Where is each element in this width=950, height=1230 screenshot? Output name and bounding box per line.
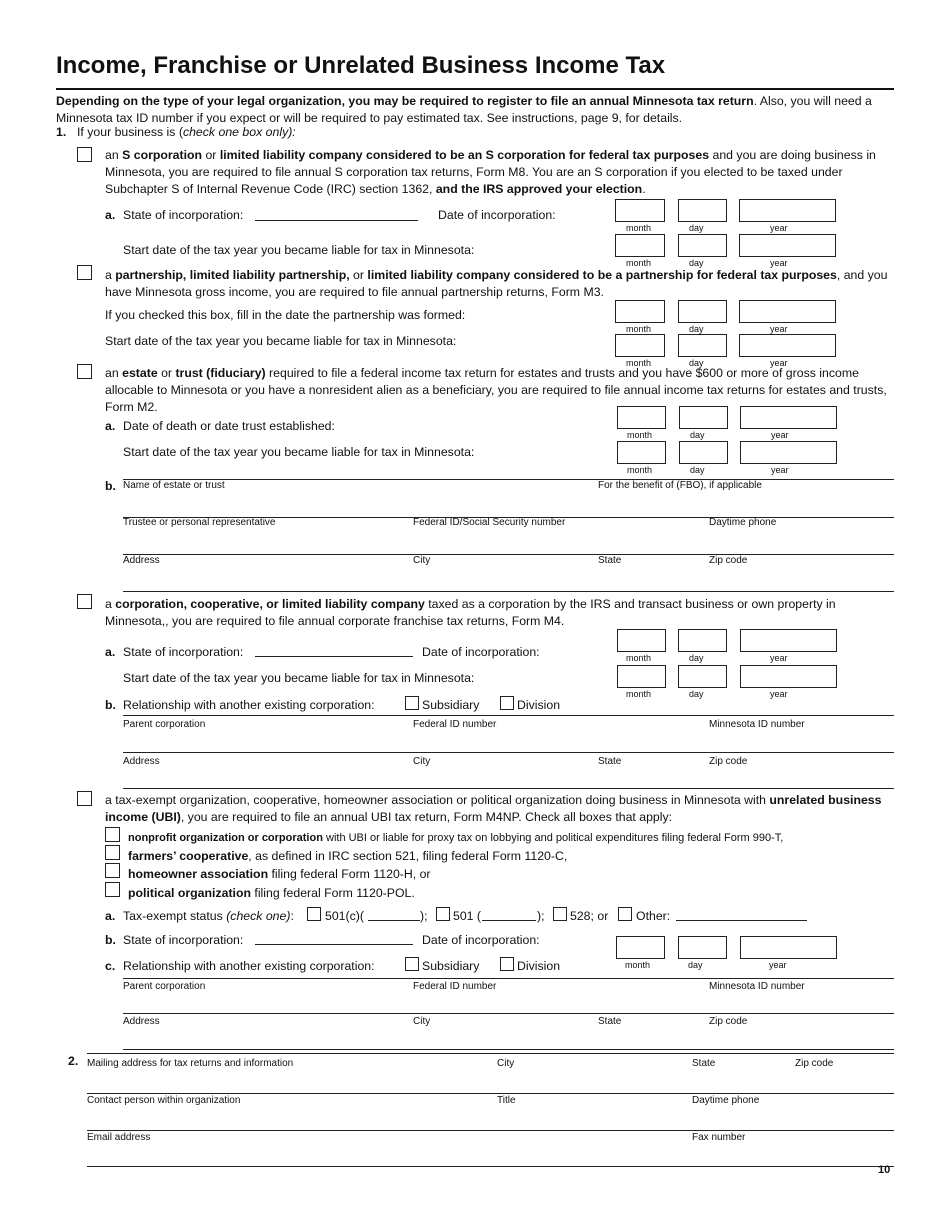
corp-top-rule bbox=[123, 715, 894, 716]
estate-phone-label: Daytime phone bbox=[709, 517, 777, 528]
s-corp-date-inc-label: Date of incorporation: bbox=[438, 208, 556, 222]
status-other-field[interactable] bbox=[676, 920, 807, 921]
partnership-formed-year-box[interactable] bbox=[739, 300, 836, 323]
q2-fax-label: Fax number bbox=[692, 1132, 746, 1143]
title-rule bbox=[56, 88, 894, 90]
date-label-month: month bbox=[626, 324, 652, 334]
date-label-year: year bbox=[771, 430, 789, 440]
s-corp-state-inc-field[interactable] bbox=[255, 220, 418, 221]
estate-address-label: Address bbox=[123, 555, 160, 566]
estate-fbo-label: For the benefit of (FBO), if applicable bbox=[598, 480, 762, 491]
exempt-inc-year-box[interactable] bbox=[740, 936, 837, 959]
exempt-address-field[interactable] bbox=[123, 1049, 894, 1050]
s-corp-start-month-box[interactable] bbox=[615, 234, 665, 257]
page-title: Income, Franchise or Unrelated Business Income Tax bbox=[56, 52, 666, 79]
status-other-label: Other: bbox=[636, 909, 671, 923]
q2-email-field[interactable] bbox=[87, 1166, 894, 1167]
corporation-text: a corporation, cooperative, or limited liability company taxed as a corporation by the IRS and transact business or own property in Minnesota,, you are required to file annual corporate franchise tax returns, Form M4. bbox=[105, 597, 836, 628]
q2-zip-label: Zip code bbox=[795, 1058, 834, 1069]
exempt-subsidiary-label: Subsidiary bbox=[422, 959, 480, 973]
s-corp-start-year-box[interactable] bbox=[739, 234, 836, 257]
status-501c-field[interactable] bbox=[368, 920, 420, 921]
status-528-label: 528; or bbox=[570, 909, 609, 923]
date-label-day: day bbox=[690, 430, 705, 440]
date-label-year: year bbox=[770, 324, 788, 334]
corp-state-label: State bbox=[598, 756, 622, 767]
date-label-month: month bbox=[626, 653, 652, 663]
status-501-label: 501 ( bbox=[453, 909, 482, 923]
q2-title-label: Title bbox=[497, 1095, 516, 1106]
status-501c-label: 501(c)( bbox=[325, 909, 364, 923]
q2-city-label: City bbox=[497, 1058, 515, 1069]
estate-top-rule bbox=[123, 479, 894, 480]
q2-phone-label: Daytime phone bbox=[692, 1095, 760, 1106]
estate-start-day-box[interactable] bbox=[679, 441, 728, 464]
partnership-start-month-box[interactable] bbox=[615, 334, 665, 357]
exempt-fed-id-label: Federal ID number bbox=[413, 981, 497, 992]
date-label-day: day bbox=[689, 653, 704, 663]
corporation-checkbox[interactable] bbox=[77, 594, 92, 609]
homeowner-assoc-label: homeowner association filing federal Form 1120-H, or bbox=[128, 867, 431, 881]
exempt-top-rule bbox=[123, 978, 894, 979]
corp-mn-id-label: Minnesota ID number bbox=[709, 719, 805, 730]
date-label-day: day bbox=[689, 358, 704, 368]
date-label-year: year bbox=[770, 358, 788, 368]
partnership-formed-day-box[interactable] bbox=[678, 300, 727, 323]
partnership-formed-label: If you checked this box, fill in the date the partnership was formed: bbox=[105, 308, 466, 322]
date-label-day: day bbox=[688, 960, 703, 970]
partnership-text: a partnership, limited liability partnership, or limited liability company considered to be a partnership for federal tax purposes, and you have Minnesota gross income, you are required to file annual partnership returns, Form M3. bbox=[105, 268, 888, 299]
corp-subsidiary-checkbox[interactable] bbox=[405, 696, 419, 710]
date-label-month: month bbox=[626, 689, 652, 699]
s-corp-inc-day-box[interactable] bbox=[678, 199, 727, 222]
status-other-checkbox[interactable] bbox=[618, 907, 632, 921]
corp-zip-label: Zip code bbox=[709, 756, 748, 767]
partnership-checkbox[interactable] bbox=[77, 265, 92, 280]
q2-mailing-field[interactable] bbox=[87, 1093, 894, 1094]
q2-top-rule bbox=[87, 1053, 894, 1054]
corp-address-label: Address bbox=[123, 756, 160, 767]
corp-fed-id-label: Federal ID number bbox=[413, 719, 497, 730]
exempt-state-inc-field[interactable] bbox=[255, 944, 413, 945]
date-label-year: year bbox=[770, 223, 788, 233]
estate-death-month-box[interactable] bbox=[617, 406, 666, 429]
corp-start-month-box[interactable] bbox=[617, 665, 666, 688]
exempt-state-label: State bbox=[598, 1016, 622, 1027]
date-label-day: day bbox=[689, 223, 704, 233]
status-528-checkbox[interactable] bbox=[553, 907, 567, 921]
corp-city-label: City bbox=[413, 756, 431, 767]
intro-paragraph: Depending on the type of your legal organization, you may be required to register to file an annual Minnesota tax return. Also, you will need a Minnesota tax ID number if you expect or will be required to pay estimated tax. See instructions, page 9, for details. bbox=[56, 94, 872, 125]
q2-state-label: State bbox=[692, 1058, 716, 1069]
estate-trust-checkbox[interactable] bbox=[77, 364, 92, 379]
estate-death-date-label: Date of death or date trust established: bbox=[123, 419, 335, 433]
status-501-field[interactable] bbox=[482, 920, 536, 921]
date-label-year: year bbox=[770, 258, 788, 268]
corp-inc-year-box[interactable] bbox=[740, 629, 837, 652]
exempt-inc-month-box[interactable] bbox=[616, 936, 665, 959]
corp-start-year-box[interactable] bbox=[740, 665, 837, 688]
corp-subsidiary-label: Subsidiary bbox=[422, 698, 480, 712]
estate-trustee-label: Trustee or personal representative bbox=[123, 517, 276, 528]
exempt-date-inc-label: Date of incorporation: bbox=[422, 933, 540, 947]
date-label-day: day bbox=[690, 465, 705, 475]
s-corp-a-label: a. bbox=[105, 208, 116, 222]
nonprofit-label: nonprofit organization or corporation with UBI or liable for proxy tax on lobbying and political expenditures filing federal Form 990-T, bbox=[128, 832, 784, 844]
exempt-division-checkbox[interactable] bbox=[500, 957, 514, 971]
corp-inc-month-box[interactable] bbox=[617, 629, 666, 652]
date-label-month: month bbox=[627, 430, 653, 440]
exempt-a-label: a. bbox=[105, 909, 116, 923]
exempt-state-inc-label: State of incorporation: bbox=[123, 933, 244, 947]
date-label-year: year bbox=[771, 465, 789, 475]
exempt-mn-id-label: Minnesota ID number bbox=[709, 981, 805, 992]
exempt-parent-label: Parent corporation bbox=[123, 981, 206, 992]
estate-start-month-box[interactable] bbox=[617, 441, 666, 464]
corp-division-checkbox[interactable] bbox=[500, 696, 514, 710]
tax-exempt-text: a tax-exempt organization, cooperative, homeowner association or political organization doing business in Minnesota with unrelated business income (UBI), you are required to file an annual UBI tax return, Form M4NP. Check all boxes that apply: bbox=[105, 793, 882, 824]
page-number: 10 bbox=[878, 1164, 891, 1176]
exempt-subsidiary-checkbox[interactable] bbox=[405, 957, 419, 971]
s-corporation-checkbox[interactable] bbox=[77, 147, 92, 162]
exempt-division-label: Division bbox=[517, 959, 561, 973]
corp-state-inc-field[interactable] bbox=[255, 656, 413, 657]
s-corp-inc-month-box[interactable] bbox=[615, 199, 665, 222]
tax-exempt-checkbox[interactable] bbox=[77, 791, 92, 806]
partnership-start-day-box[interactable] bbox=[678, 334, 727, 357]
estate-b-label: b. bbox=[105, 479, 116, 493]
exempt-c-label: c. bbox=[105, 959, 116, 973]
date-label-month: month bbox=[625, 960, 651, 970]
date-label-month: month bbox=[626, 258, 652, 268]
corp-address-field[interactable] bbox=[123, 788, 894, 789]
nonprofit-checkbox[interactable] bbox=[105, 827, 120, 842]
corp-state-inc-label: State of incorporation: bbox=[123, 645, 244, 659]
corp-parent-field[interactable] bbox=[123, 752, 894, 753]
farmers-coop-checkbox[interactable] bbox=[105, 845, 120, 860]
s-corp-start-date-label: Start date of the tax year you became liable for tax in Minnesota: bbox=[123, 243, 475, 257]
q2-contact-field[interactable] bbox=[87, 1130, 894, 1131]
q1-prompt: If your business is (check one box only): bbox=[77, 125, 296, 139]
date-label-month: month bbox=[627, 465, 653, 475]
corp-date-inc-label: Date of incorporation: bbox=[422, 645, 540, 659]
partnership-start-date-label: Start date of the tax year you became liable for tax in Minnesota: bbox=[105, 334, 457, 348]
date-label-day: day bbox=[689, 258, 704, 268]
homeowner-assoc-checkbox[interactable] bbox=[105, 863, 120, 878]
estate-start-year-box[interactable] bbox=[740, 441, 837, 464]
exempt-parent-field[interactable] bbox=[123, 1013, 894, 1014]
exempt-b-label: b. bbox=[105, 933, 116, 947]
q1-number: 1. bbox=[56, 125, 67, 139]
estate-zip-label: Zip code bbox=[709, 555, 748, 566]
exempt-status-label: Tax-exempt status (check one): bbox=[123, 909, 294, 923]
corp-relationship-label: Relationship with another existing corporation: bbox=[123, 698, 375, 712]
q2-email-label: Email address bbox=[87, 1132, 151, 1143]
estate-trustee-field[interactable] bbox=[123, 554, 894, 555]
corp-start-day-box[interactable] bbox=[678, 665, 727, 688]
corp-inc-day-box[interactable] bbox=[678, 629, 727, 652]
date-label-year: year bbox=[769, 960, 787, 970]
estate-death-year-box[interactable] bbox=[740, 406, 837, 429]
date-label-year: year bbox=[770, 689, 788, 699]
partnership-start-year-box[interactable] bbox=[739, 334, 836, 357]
status-501-close: ); bbox=[537, 909, 545, 923]
corp-division-label: Division bbox=[517, 698, 561, 712]
political-org-checkbox[interactable] bbox=[105, 882, 120, 897]
exempt-zip-label: Zip code bbox=[709, 1016, 748, 1027]
partnership-formed-month-box[interactable] bbox=[615, 300, 665, 323]
q2-mailing-label: Mailing address for tax returns and information bbox=[87, 1058, 294, 1069]
estate-a-label: a. bbox=[105, 419, 116, 433]
date-label-day: day bbox=[689, 324, 704, 334]
date-label-month: month bbox=[626, 223, 652, 233]
estate-trust-text: an estate or trust (fiduciary) required to file a federal income tax return for estates and trusts and you have $600 or more of gross income allocable to Minnesota or you have a nonresident alien as a beneficiary, you are required to file annual income tax returns for estates and trusts, Form M2. bbox=[105, 366, 887, 414]
estate-address-field[interactable] bbox=[123, 591, 894, 592]
corp-parent-label: Parent corporation bbox=[123, 719, 206, 730]
exempt-inc-day-box[interactable] bbox=[678, 936, 727, 959]
exempt-city-label: City bbox=[413, 1016, 431, 1027]
corp-start-date-label: Start date of the tax year you became liable for tax in Minnesota: bbox=[123, 671, 475, 685]
date-label-day: day bbox=[689, 689, 704, 699]
estate-city-label: City bbox=[413, 555, 431, 566]
status-501-checkbox[interactable] bbox=[436, 907, 450, 921]
estate-fed-ssn-label: Federal ID/Social Security number bbox=[413, 517, 566, 528]
corp-b-label: b. bbox=[105, 698, 116, 712]
date-label-month: month bbox=[626, 358, 652, 368]
farmers-coop-label: farmers’ cooperative, as defined in IRC section 521, filing federal Form 1120-C, bbox=[128, 849, 568, 863]
estate-start-date-label: Start date of the tax year you became liable for tax in Minnesota: bbox=[123, 445, 475, 459]
q2-contact-label: Contact person within organization bbox=[87, 1095, 241, 1106]
status-501c-close: ); bbox=[420, 909, 428, 923]
corp-a-label: a. bbox=[105, 645, 116, 659]
estate-name-label: Name of estate or trust bbox=[123, 480, 225, 491]
s-corporation-text: an S corporation or limited liability company considered to be an S corporation for federal tax purposes and you are doing business in Minnesota, you are required to file annual S corporation tax returns, Form M8. You are an S corporation if you elected to be taxed under Subchapter S of Internal Revenue Code (IRC) section 1362, and the IRS approved your election. bbox=[105, 148, 876, 196]
status-501c-checkbox[interactable] bbox=[307, 907, 321, 921]
estate-state-label: State bbox=[598, 555, 622, 566]
political-org-label: political organization filing federal Form 1120-POL. bbox=[128, 886, 415, 900]
s-corp-start-day-box[interactable] bbox=[678, 234, 727, 257]
q2-number: 2. bbox=[68, 1054, 79, 1068]
s-corp-state-inc-label: State of incorporation: bbox=[123, 208, 244, 222]
estate-death-day-box[interactable] bbox=[679, 406, 728, 429]
date-label-year: year bbox=[770, 653, 788, 663]
exempt-relationship-label: Relationship with another existing corporation: bbox=[123, 959, 375, 973]
s-corp-inc-year-box[interactable] bbox=[739, 199, 836, 222]
exempt-address-label: Address bbox=[123, 1016, 160, 1027]
